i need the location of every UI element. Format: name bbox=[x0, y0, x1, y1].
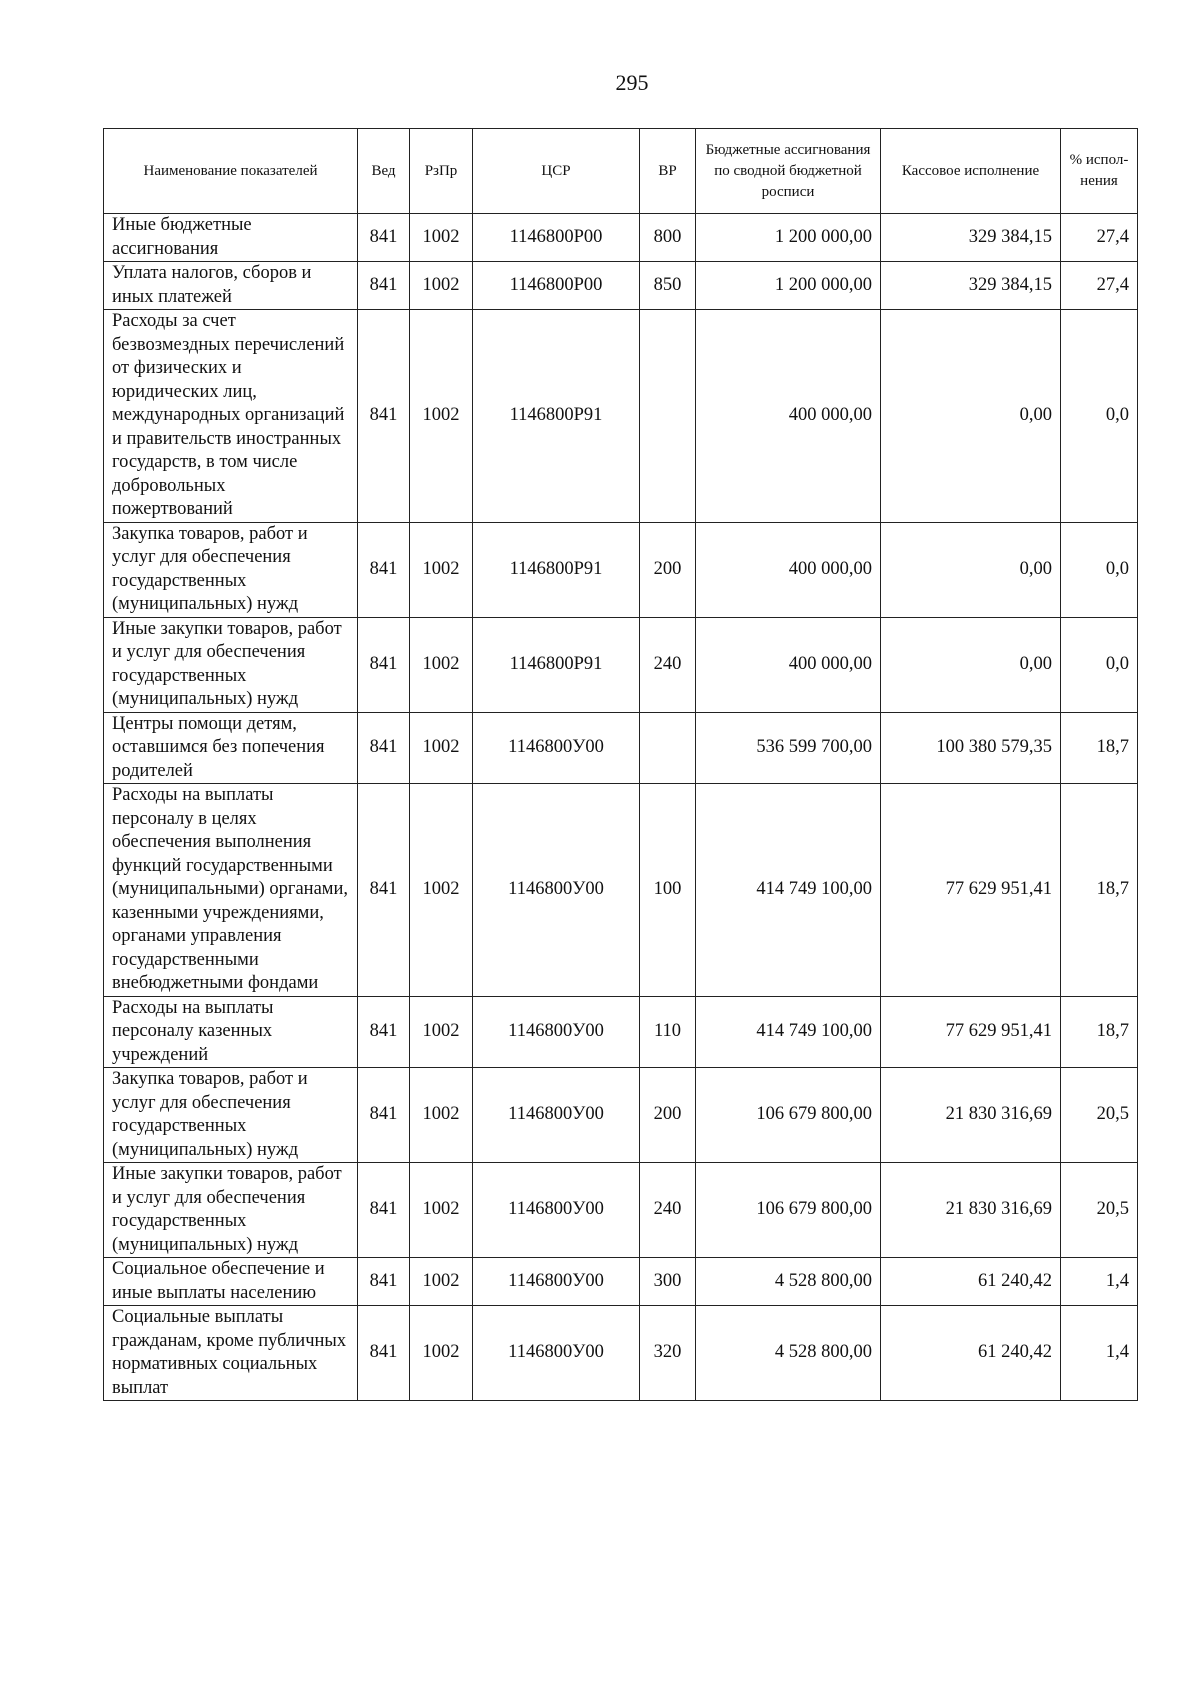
cell-ved: 841 bbox=[358, 262, 410, 310]
cell-rzpr: 1002 bbox=[410, 1163, 473, 1258]
header-budget: Бюджетные ассигнования по сводной бюджетной росписи bbox=[696, 129, 881, 214]
cell-vr: 240 bbox=[640, 1163, 696, 1258]
cell-ved: 841 bbox=[358, 996, 410, 1068]
table-row bbox=[104, 262, 1138, 310]
cell-budget: 1 200 000,00 bbox=[696, 262, 881, 310]
cell-name: Расходы на выплаты персоналу казенных учреждений bbox=[104, 996, 358, 1068]
header-percent: % испол-нения bbox=[1061, 129, 1138, 214]
cell-vr: 300 bbox=[640, 1258, 696, 1306]
cell-cash: 0,00 bbox=[881, 310, 1061, 523]
cell-budget: 400 000,00 bbox=[696, 310, 881, 523]
cell-ved: 841 bbox=[358, 214, 410, 262]
cell-csr: 1146800У00 bbox=[473, 712, 640, 784]
cell-rzpr: 1002 bbox=[410, 1068, 473, 1163]
cell-vr: 240 bbox=[640, 617, 696, 712]
cell-vr: 850 bbox=[640, 262, 696, 310]
cell-cash: 329 384,15 bbox=[881, 262, 1061, 310]
cell-name: Иные бюджетные ассигнования bbox=[104, 214, 358, 262]
cell-vr: 110 bbox=[640, 996, 696, 1068]
cell-vr: 320 bbox=[640, 1306, 696, 1401]
cell-percent: 0,0 bbox=[1061, 522, 1138, 617]
cell-rzpr: 1002 bbox=[410, 784, 473, 997]
cell-cash: 0,00 bbox=[881, 617, 1061, 712]
cell-budget: 400 000,00 bbox=[696, 522, 881, 617]
cell-percent: 18,7 bbox=[1061, 712, 1138, 784]
table-row bbox=[104, 1163, 1138, 1258]
cell-budget: 400 000,00 bbox=[696, 617, 881, 712]
cell-csr: 1146800Р00 bbox=[473, 214, 640, 262]
header-name: Наименование показателей bbox=[104, 129, 358, 214]
cell-cash: 61 240,42 bbox=[881, 1306, 1061, 1401]
cell-ved: 841 bbox=[358, 1258, 410, 1306]
cell-csr: 1146800У00 bbox=[473, 1068, 640, 1163]
table-row bbox=[104, 1306, 1138, 1401]
cell-vr: 200 bbox=[640, 522, 696, 617]
cell-csr: 1146800Р00 bbox=[473, 262, 640, 310]
cell-vr: 200 bbox=[640, 1068, 696, 1163]
cell-cash: 61 240,42 bbox=[881, 1258, 1061, 1306]
cell-cash: 0,00 bbox=[881, 522, 1061, 617]
cell-name: Расходы за счет безвозмездных перечислений от физических и юридических лиц, международных организаций и правительств иностранных государств, в том числе добровольных пожертвований bbox=[104, 310, 358, 523]
cell-name: Социальное обеспечение и иные выплаты населению bbox=[104, 1258, 358, 1306]
page-number: 295 bbox=[615, 70, 649, 95]
header-row bbox=[104, 129, 1138, 214]
table-row bbox=[104, 1258, 1138, 1306]
table-row bbox=[104, 784, 1138, 997]
cell-csr: 1146800Р91 bbox=[473, 522, 640, 617]
header-rzpr: РзПр bbox=[410, 129, 473, 214]
cell-ved: 841 bbox=[358, 1306, 410, 1401]
cell-cash: 100 380 579,35 bbox=[881, 712, 1061, 784]
cell-ved: 841 bbox=[358, 784, 410, 997]
cell-percent: 18,7 bbox=[1061, 996, 1138, 1068]
cell-ved: 841 bbox=[358, 522, 410, 617]
cell-percent: 20,5 bbox=[1061, 1163, 1138, 1258]
cell-percent: 1,4 bbox=[1061, 1306, 1138, 1401]
cell-name: Расходы на выплаты персоналу в целях обеспечения выполнения функций государственными (муниципальными) органами, казенными учреждениями, органами управления государственными внебюджетными фондами bbox=[104, 784, 358, 997]
cell-percent: 27,4 bbox=[1061, 214, 1138, 262]
table-row bbox=[104, 996, 1138, 1068]
cell-csr: 1146800У00 bbox=[473, 1258, 640, 1306]
cell-ved: 841 bbox=[358, 1068, 410, 1163]
cell-rzpr: 1002 bbox=[410, 262, 473, 310]
cell-ved: 841 bbox=[358, 1163, 410, 1258]
cell-csr: 1146800У00 bbox=[473, 1163, 640, 1258]
cell-csr: 1146800У00 bbox=[473, 996, 640, 1068]
cell-rzpr: 1002 bbox=[410, 996, 473, 1068]
budget-table bbox=[103, 128, 1138, 1401]
table-body bbox=[104, 214, 1138, 1401]
cell-name: Иные закупки товаров, работ и услуг для обеспечения государственных (муниципальных) нужд bbox=[104, 1163, 358, 1258]
cell-ved: 841 bbox=[358, 310, 410, 523]
cell-csr: 1146800Р91 bbox=[473, 310, 640, 523]
header-vr: ВР bbox=[640, 129, 696, 214]
cell-cash: 77 629 951,41 bbox=[881, 784, 1061, 997]
cell-rzpr: 1002 bbox=[410, 1306, 473, 1401]
cell-percent: 20,5 bbox=[1061, 1068, 1138, 1163]
header-cash: Кассовое исполнение bbox=[881, 129, 1061, 214]
cell-rzpr: 1002 bbox=[410, 214, 473, 262]
cell-name: Уплата налогов, сборов и иных платежей bbox=[104, 262, 358, 310]
cell-ved: 841 bbox=[358, 712, 410, 784]
cell-rzpr: 1002 bbox=[410, 617, 473, 712]
table-row bbox=[104, 1068, 1138, 1163]
cell-rzpr: 1002 bbox=[410, 522, 473, 617]
cell-budget: 414 749 100,00 bbox=[696, 784, 881, 997]
cell-name: Иные закупки товаров, работ и услуг для обеспечения государственных (муниципальных) нужд bbox=[104, 617, 358, 712]
cell-ved: 841 bbox=[358, 617, 410, 712]
cell-budget: 4 528 800,00 bbox=[696, 1258, 881, 1306]
table-row bbox=[104, 310, 1138, 523]
table-row bbox=[104, 214, 1138, 262]
cell-cash: 77 629 951,41 bbox=[881, 996, 1061, 1068]
cell-budget: 536 599 700,00 bbox=[696, 712, 881, 784]
cell-percent: 1,4 bbox=[1061, 1258, 1138, 1306]
cell-cash: 21 830 316,69 bbox=[881, 1068, 1061, 1163]
cell-name: Закупка товаров, работ и услуг для обеспечения государственных (муниципальных) нужд bbox=[104, 522, 358, 617]
cell-percent: 27,4 bbox=[1061, 262, 1138, 310]
cell-vr bbox=[640, 712, 696, 784]
cell-percent: 0,0 bbox=[1061, 310, 1138, 523]
header-csr: ЦСР bbox=[473, 129, 640, 214]
cell-rzpr: 1002 bbox=[410, 310, 473, 523]
cell-cash: 21 830 316,69 bbox=[881, 1163, 1061, 1258]
cell-budget: 106 679 800,00 bbox=[696, 1163, 881, 1258]
cell-percent: 18,7 bbox=[1061, 784, 1138, 997]
cell-csr: 1146800Р91 bbox=[473, 617, 640, 712]
cell-budget: 1 200 000,00 bbox=[696, 214, 881, 262]
cell-name: Закупка товаров, работ и услуг для обеспечения государственных (муниципальных) нужд bbox=[104, 1068, 358, 1163]
table-row bbox=[104, 712, 1138, 784]
cell-budget: 4 528 800,00 bbox=[696, 1306, 881, 1401]
cell-vr: 100 bbox=[640, 784, 696, 997]
cell-vr: 800 bbox=[640, 214, 696, 262]
cell-rzpr: 1002 bbox=[410, 1258, 473, 1306]
cell-budget: 106 679 800,00 bbox=[696, 1068, 881, 1163]
header-ved: Вед bbox=[358, 129, 410, 214]
cell-percent: 0,0 bbox=[1061, 617, 1138, 712]
cell-csr: 1146800У00 bbox=[473, 784, 640, 997]
table-row bbox=[104, 617, 1138, 712]
cell-cash: 329 384,15 bbox=[881, 214, 1061, 262]
table-row bbox=[104, 522, 1138, 617]
cell-name: Центры помощи детям, оставшимся без попечения родителей bbox=[104, 712, 358, 784]
cell-vr bbox=[640, 310, 696, 523]
cell-rzpr: 1002 bbox=[410, 712, 473, 784]
cell-budget: 414 749 100,00 bbox=[696, 996, 881, 1068]
cell-name: Социальные выплаты гражданам, кроме публичных нормативных социальных выплат bbox=[104, 1306, 358, 1401]
cell-csr: 1146800У00 bbox=[473, 1306, 640, 1401]
